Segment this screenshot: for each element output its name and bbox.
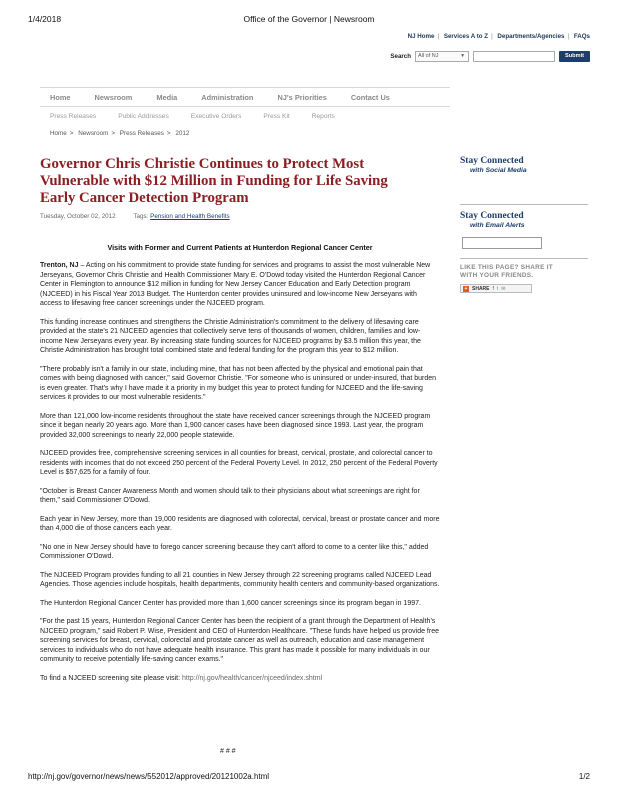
search-submit-button[interactable]: Submit xyxy=(559,51,590,62)
share-button[interactable] xyxy=(460,284,532,293)
search-bar xyxy=(390,50,590,62)
email-subtitle: with Email Alerts xyxy=(470,222,525,229)
subnav-press-kit[interactable]: Press Kit xyxy=(263,113,290,120)
sidebar-divider xyxy=(460,258,588,259)
article-paragraph: "There probably isn't a family in our state, including mine, that has not been affected by the physical and emotional pain that comes with being diagnosed with cancer," said Governor Christie. "For someone who is uninsured or under-insured, that burden is even greater. That's why I have made it a priority in my budget this year to protect funding for NJCEED and the life-saving services it provides to our most vulnerable residents." xyxy=(40,365,437,401)
page-title: Governor Chris Christie Continues to Protect Most Vulnerable with $12 Million in Funding for Life Saving Early Cancer Detection Program xyxy=(40,156,388,206)
article-paragraph: The NJCEED Program provides funding to all 21 counties in New Jersey through 22 screening programs called NJCEED Lead Agencies. Those agencies include hospitals, health departments, community health centers and community-based organizations. xyxy=(40,571,440,588)
subnav-executive-orders[interactable]: Executive Orders xyxy=(190,113,242,120)
share-prompt-line2: WITH YOUR FRIENDS. xyxy=(460,272,534,279)
article-paragraph: This funding increase continues and strengthens the Christie Administration's commitment to the delivery of lifesaving care provided at the state's 21 NJCEED agencies that collectively serve tens of thousands of women, children, families and low-income New Jerseyans every year. By increasing state funding sources for NJCEED programs by $3.5 million this year, the Christie Administration has brought total combined state and federal funding for the program this year to $12 million. xyxy=(40,318,421,354)
article-paragraph: "October is Breast Cancer Awareness Month and women should talk to their physicians about what screenings are right for them," said Commissioner O'Dowd. xyxy=(40,487,420,504)
article-paragraph: The Hunterdon Regional Cancer Center has provided more than 1,600 cancer screenings since its program began in 1997. xyxy=(40,599,421,607)
breadcrumb-year[interactable]: 2012 xyxy=(175,130,190,137)
subnav-press-releases[interactable]: Press Releases xyxy=(50,113,97,120)
utility-link-faqs[interactable]: FAQs xyxy=(573,33,590,40)
chevron-down-icon: ▼ xyxy=(460,52,466,59)
plus-icon: + xyxy=(464,285,468,292)
nav-priorities[interactable]: NJ's Priorities xyxy=(277,92,327,102)
article-meta xyxy=(40,213,230,220)
utility-nav: NJ Home | Services A to Z | Departments/Agencies | FAQs xyxy=(407,33,590,40)
utility-link-departments[interactable]: Departments/Agencies xyxy=(497,33,565,40)
print-footer xyxy=(28,772,590,784)
main-nav xyxy=(40,87,450,107)
breadcrumb-newsroom[interactable]: Newsroom xyxy=(78,130,109,137)
twitter-icon: t xyxy=(496,285,499,292)
search-scope-select[interactable] xyxy=(415,51,469,62)
article-paragraph: NJCEED provides free, comprehensive screening services in all counties for breast, cervical, prostate, and colorectal cancer to residents with incomes that do not exceed 250 percent of the Federal Poverty Level. In 2012, 250 percent of the Federal Poverty Level is $57,625 for a family of four. xyxy=(40,450,438,476)
share-prompt-line1: LIKE THIS PAGE? SHARE IT xyxy=(460,264,554,271)
nav-media[interactable]: Media xyxy=(156,92,178,102)
breadcrumb-home[interactable]: Home xyxy=(50,130,67,137)
email-icon: ✉ xyxy=(501,285,506,292)
email-title: Stay Connected xyxy=(460,211,524,221)
sidebar xyxy=(460,156,590,293)
article-paragraph: "For the past 15 years, Hunterdon Regional Cancer Center has been the recipient of a grant through the Department of Health's NJCEED program," said Robert P. Wise, President and CEO of Hunterdon Healthcare. "These funds have helped us provide free screening services for breast, cervical, colorectal and prostate cancer as well as outreach, education and case management services to individuals who do not have adequate health insurance. This grant has made it possible for many individuals in our community to receive potentially life-saving cancer exams." xyxy=(40,618,439,663)
social-title[interactable]: Stay Connected xyxy=(460,156,524,166)
email-alert-input[interactable] xyxy=(462,237,542,249)
subnav-reports[interactable]: Reports xyxy=(311,113,335,120)
print-page-number: 1/2 xyxy=(578,772,590,781)
share-label: SHARE xyxy=(472,285,490,292)
sidebar-divider xyxy=(460,204,588,205)
article-paragraph: Each year in New Jersey, more than 19,000 residents are diagnosed with colorectal, cervical, breast or prostate cancer and more than 4,000 die of those cancers each year. xyxy=(40,515,440,532)
tags-label: Tags: xyxy=(133,213,149,220)
end-mark: # # # xyxy=(220,748,236,755)
utility-link-services[interactable]: Services A to Z xyxy=(443,33,489,40)
search-label: Search xyxy=(390,52,412,60)
article-paragraph: "No one in New Jersey should have to forego cancer screening because they can't afford to come to a center like this," added Commissioner O'Dowd. xyxy=(40,543,429,560)
share-prompt xyxy=(460,264,590,280)
nav-contact[interactable]: Contact Us xyxy=(350,92,390,102)
subnav-public-addresses[interactable]: Public Addresses xyxy=(118,113,169,120)
print-header xyxy=(28,14,590,26)
article-dateline: Trenton, NJ xyxy=(40,262,79,269)
article-paragraph: More than 121,000 low-income residents throughout the state have received cancer screenings through the NJCEED program since it began nearly 20 years ago. More than 1,900 cancer cases have been diagnosed since 1993. Last year, the program provided 32,000 screenings to nearly 22,000 people statewide. xyxy=(40,412,431,439)
article-lead: – Acting on his commitment to provide state funding for services and programs to assist the most vulnerable New Jerseyans, Governor Chris Christie and Health Commissioner Mary E. O'Dowd today visited the Hunterdon Regional Cancer Center in Flemington to announce $12 million in funding for New Jersey Cancer Education and Early Detection program (NJCEED) in his Fiscal Year 2013 Budget. The Hunterdon center provides uninsured and low-income New Jerseyans with access to lifesaving free cancer screenings under the NJCEED program. xyxy=(40,262,431,307)
article-body xyxy=(40,261,440,692)
nav-home[interactable]: Home xyxy=(50,92,71,102)
social-subtitle[interactable]: with Social Media xyxy=(470,167,527,174)
article-paragraph xyxy=(40,261,440,309)
njceed-link[interactable]: http://nj.gov/health/cancer/njceed/index.shtml xyxy=(182,674,323,682)
search-input[interactable] xyxy=(473,51,555,62)
nav-newsroom[interactable]: Newsroom xyxy=(94,92,133,102)
print-url: http://nj.gov/governor/news/news/552012/approved/20121002a.html xyxy=(28,772,270,781)
nav-administration[interactable]: Administration xyxy=(201,92,254,102)
breadcrumb-press-releases[interactable]: Press Releases xyxy=(119,130,164,137)
print-date: 1/4/2018 xyxy=(28,14,62,24)
facebook-icon: f xyxy=(492,285,494,292)
print-title: Office of the Governor | Newsroom xyxy=(243,14,375,24)
search-scope-value: All of NJ xyxy=(418,52,439,59)
find-site-paragraph xyxy=(40,674,440,684)
article-date: Tuesday, October 02, 2012 xyxy=(40,213,116,220)
tag-link[interactable]: Pension and Health Benefits xyxy=(150,213,230,220)
sub-nav xyxy=(40,113,450,120)
breadcrumb: Home > Newsroom > Press Releases > 2012 xyxy=(50,130,190,137)
article-subhead: Visits with Former and Current Patients at Hunterdon Regional Cancer Center xyxy=(107,243,373,252)
find-site-text: To find a NJCEED screening site please visit: xyxy=(40,674,183,682)
utility-link-nj-home[interactable]: NJ Home xyxy=(407,33,435,40)
